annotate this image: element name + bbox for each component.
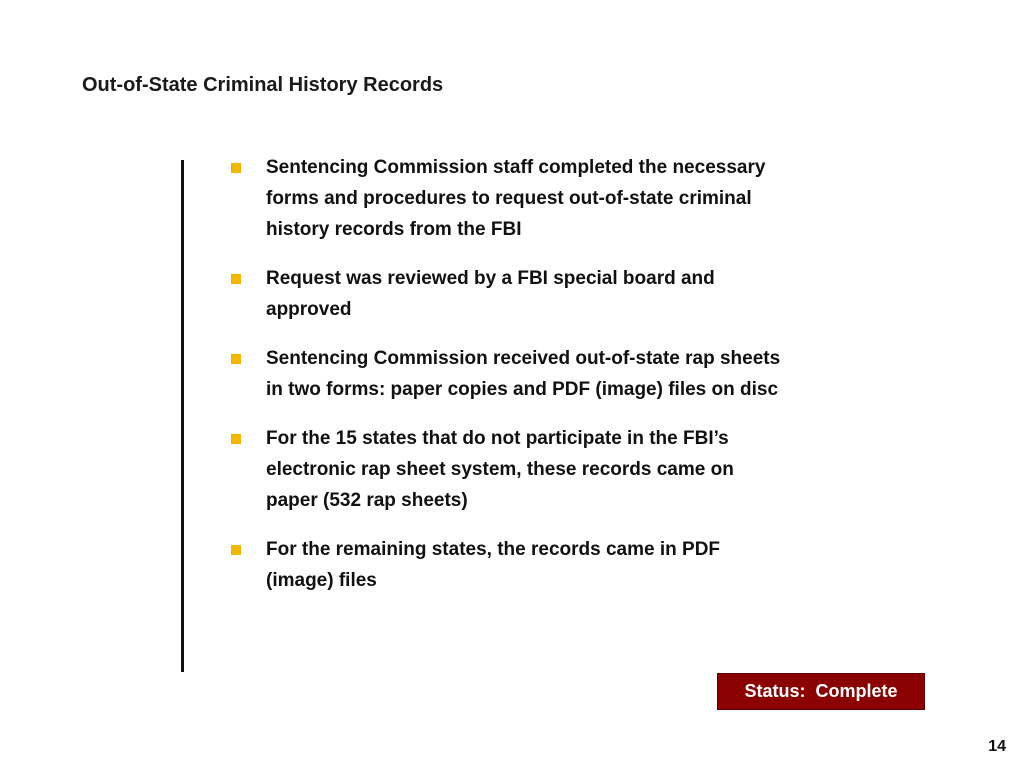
square-bullet-icon [231, 163, 241, 173]
bullet-text: Sentencing Commission received out-of-state rap sheets in two forms: paper copies and PDF (image) files on disc [266, 348, 781, 400]
square-bullet-icon [231, 354, 241, 364]
bullet-text: For the 15 states that do not participate in the FBI’s electronic rap sheet system, these records came on paper (532 rap sheets) [266, 428, 734, 511]
bullet-text: Sentencing Commission staff completed the necessary forms and procedures to request out-of-state criminal history records from the FBI [266, 157, 766, 240]
slide-title: Out-of-State Criminal History Records [82, 74, 444, 96]
square-bullet-icon [231, 274, 241, 284]
bullet-text: For the remaining states, the records came in PDF (image) files [266, 539, 721, 591]
status-badge [717, 673, 925, 710]
bullet-item [228, 534, 788, 596]
square-bullet-icon [231, 545, 241, 555]
page-number: 14 [988, 738, 1006, 755]
status-label: Status: Complete [744, 681, 898, 701]
square-bullet-icon [231, 434, 241, 444]
bullet-item [228, 423, 788, 516]
bullet-item [228, 152, 788, 245]
bullet-text: Request was reviewed by a FBI special board and approved [266, 268, 715, 320]
bullet-item [228, 343, 788, 405]
vertical-divider [181, 160, 184, 672]
bullet-item [228, 263, 788, 325]
bullet-list [228, 152, 788, 614]
